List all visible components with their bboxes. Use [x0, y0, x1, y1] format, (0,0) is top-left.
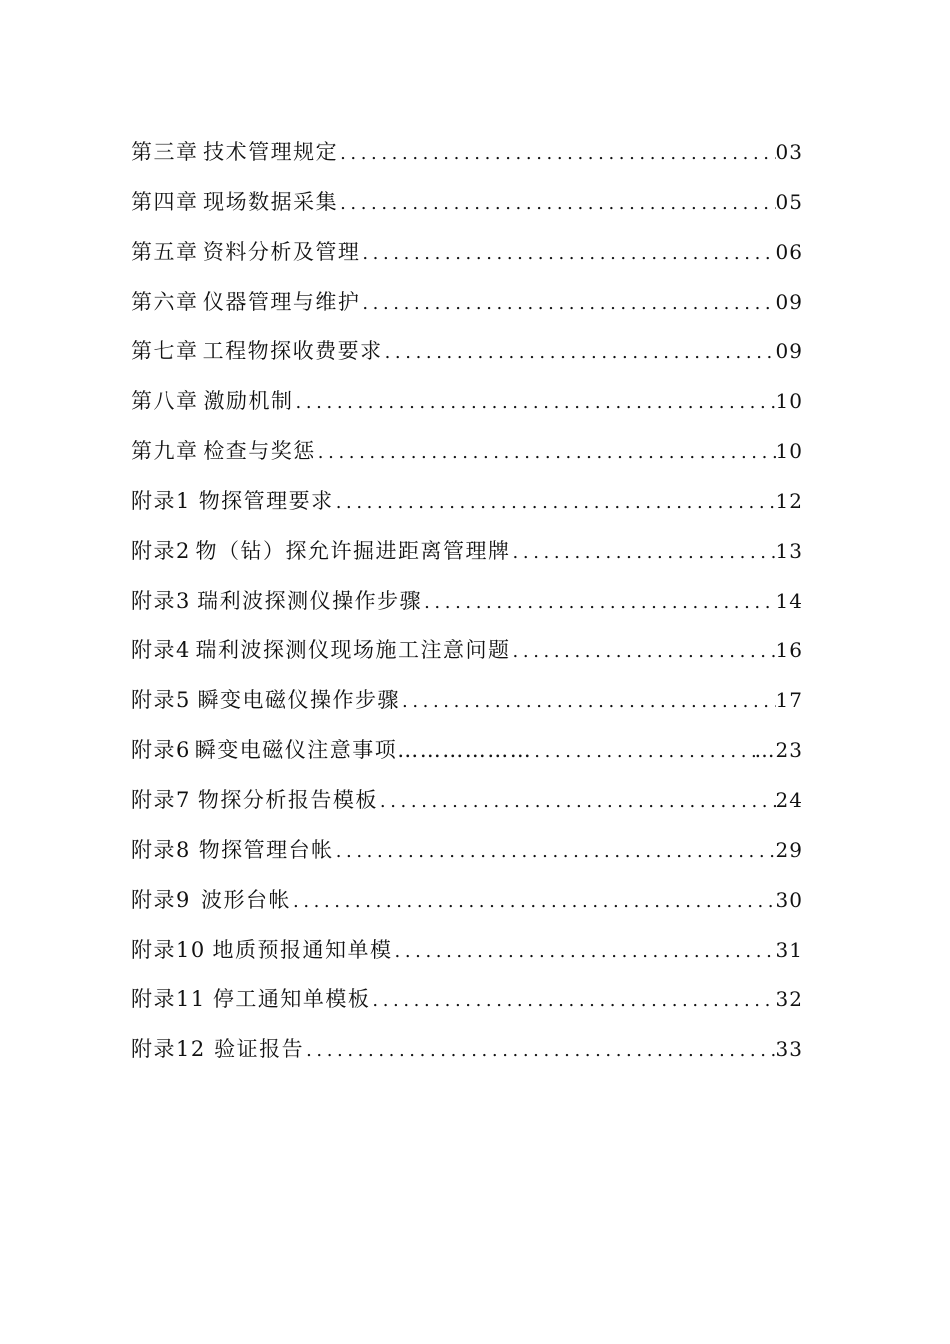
- toc-entry-title: 物探管理台帐: [198, 837, 334, 862]
- toc-entry-chapter-6[interactable]: [131, 278, 803, 328]
- toc-dot-leader: [360, 279, 775, 328]
- toc-entry-page: 32: [775, 987, 803, 1012]
- toc-entry-page: 03: [775, 140, 803, 164]
- toc-entry-page: 10: [775, 439, 803, 464]
- toc-entry-label: 附录5: [131, 688, 191, 713]
- toc-entry-page: 14: [775, 588, 803, 613]
- toc-entry-title: 检查与奖惩: [203, 439, 316, 464]
- toc-entry-title: 瞬变电磁仪操作步骤: [197, 688, 401, 713]
- toc-entry-title: 瑞利波探测仪现场施工注意问题: [195, 638, 511, 663]
- toc-entry-title: 地质预报通知单模: [212, 937, 393, 962]
- toc-entry-page: …23: [754, 738, 803, 763]
- toc-dot-leader: [378, 777, 776, 826]
- toc-entry-label: 附录3: [131, 588, 191, 613]
- toc-entry-label: 附录9: [131, 887, 191, 912]
- toc-entry-title: 资料分析及管理: [202, 239, 361, 264]
- toc-entry-title: 工程物探收费要求: [202, 339, 383, 364]
- toc-entry-label: 第三章: [131, 140, 199, 164]
- toc-entry-appendix-12[interactable]: [131, 1025, 803, 1075]
- toc-entry-label: 附录10: [131, 937, 206, 962]
- toc-entry-label: 附录1: [131, 488, 191, 513]
- toc-entry-label: 第四章: [131, 189, 199, 214]
- toc-entry-title: 仪器管理与维护: [202, 289, 361, 314]
- toc-dot-leader: [393, 927, 776, 976]
- toc-entry-title: 瑞利波探测仪操作步骤: [197, 588, 423, 613]
- toc-dot-leader: [294, 378, 776, 427]
- toc-entry-label: 附录11: [131, 987, 206, 1012]
- toc-entry-page: 10: [775, 389, 803, 414]
- toc-dot-leader: [338, 129, 775, 178]
- toc-entry-page: 09: [775, 339, 803, 364]
- toc-entry-appendix-2[interactable]: [131, 527, 803, 577]
- toc-entry-title: 验证报告: [214, 1037, 305, 1062]
- toc-entry-label: 附录2: [131, 538, 191, 563]
- toc-entry-title: 物探分析报告模板: [197, 787, 378, 812]
- toc-entry-page: 09: [775, 289, 803, 314]
- toc-entry-title: 现场数据采集: [203, 189, 339, 214]
- toc-entry-title: 物探管理要求: [198, 488, 334, 513]
- toc-dot-leader: [532, 727, 754, 776]
- toc-entry-appendix-10[interactable]: [131, 926, 803, 976]
- toc-entry-title: 停工通知单模板: [212, 987, 371, 1012]
- toc-dot-leader: [383, 328, 776, 377]
- toc-entry-appendix-5[interactable]: [131, 676, 803, 726]
- toc-entry-page: 06: [775, 239, 803, 264]
- toc-dot-leader: [370, 976, 775, 1025]
- toc-entry-title: 波形台帐: [201, 887, 291, 912]
- toc-entry-label: 第五章: [131, 239, 199, 264]
- toc-entry-appendix-8[interactable]: [131, 826, 803, 876]
- toc-entry-label: 附录4: [131, 638, 191, 663]
- toc-entry-appendix-3[interactable]: [131, 577, 803, 627]
- toc-entry-appendix-6[interactable]: [131, 726, 803, 776]
- toc-entry-page: 33: [775, 1037, 803, 1062]
- toc-entry-page: 13: [775, 538, 803, 563]
- toc-entry-page: 16: [775, 638, 803, 663]
- toc-entry-label: 第八章: [131, 389, 199, 414]
- toc-entry-chapter-9[interactable]: [131, 427, 803, 477]
- toc-entry-label: 第九章: [131, 439, 199, 464]
- toc-entry-page: 31: [775, 937, 803, 962]
- toc-entry-title: 技术管理规定: [203, 140, 339, 164]
- toc-entry-label: 附录12: [131, 1037, 206, 1062]
- toc-entry-appendix-1[interactable]: [131, 477, 803, 527]
- toc-entry-chapter-7[interactable]: [131, 327, 803, 377]
- toc-dot-leader: [338, 179, 775, 228]
- toc-dot-leader: [304, 1026, 775, 1075]
- toc-entry-label: 第七章: [131, 339, 199, 364]
- toc-dot-leader: [511, 528, 776, 577]
- toc-dot-leader: [291, 877, 776, 926]
- toc-entry-chapter-5[interactable]: [131, 228, 803, 278]
- toc-entry-chapter-3[interactable]: [131, 128, 803, 178]
- toc-dot-leader: [360, 229, 775, 278]
- toc-dot-leader: [422, 578, 775, 627]
- toc-entry-title: 激励机制: [203, 389, 294, 414]
- toc-dot-leader: [316, 428, 776, 477]
- toc-entry-title: 瞬变电磁仪注意事项………………: [194, 738, 533, 763]
- toc-entry-page: 05: [775, 189, 803, 214]
- toc-entry-label: 附录8: [131, 837, 191, 862]
- toc-entry-appendix-7[interactable]: [131, 776, 803, 826]
- toc-entry-label: 第六章: [131, 289, 199, 314]
- toc-entry-chapter-8[interactable]: [131, 377, 803, 427]
- toc-entry-page: 24: [775, 787, 803, 812]
- toc-entry-label: 附录7: [131, 787, 191, 812]
- toc-entry-label: 附录6: [131, 738, 191, 763]
- toc-entry-page: 30: [775, 887, 803, 912]
- toc-entry-page: 17: [775, 688, 803, 713]
- toc-entry-page: 12: [775, 488, 803, 513]
- toc-entry-title: 物（钻）探允许掘进距离管理牌: [195, 538, 511, 563]
- toc-dot-leader: [334, 827, 776, 876]
- toc-entry-appendix-11[interactable]: [131, 975, 803, 1025]
- toc-dot-leader: [400, 677, 776, 726]
- table-of-contents: [131, 128, 803, 1075]
- toc-entry-appendix-4[interactable]: [131, 626, 803, 676]
- toc-entry-appendix-9[interactable]: [131, 876, 803, 926]
- toc-dot-leader: [334, 478, 776, 527]
- toc-entry-page: 29: [775, 837, 803, 862]
- toc-dot-leader: [511, 627, 776, 676]
- toc-entry-chapter-4[interactable]: [131, 178, 803, 228]
